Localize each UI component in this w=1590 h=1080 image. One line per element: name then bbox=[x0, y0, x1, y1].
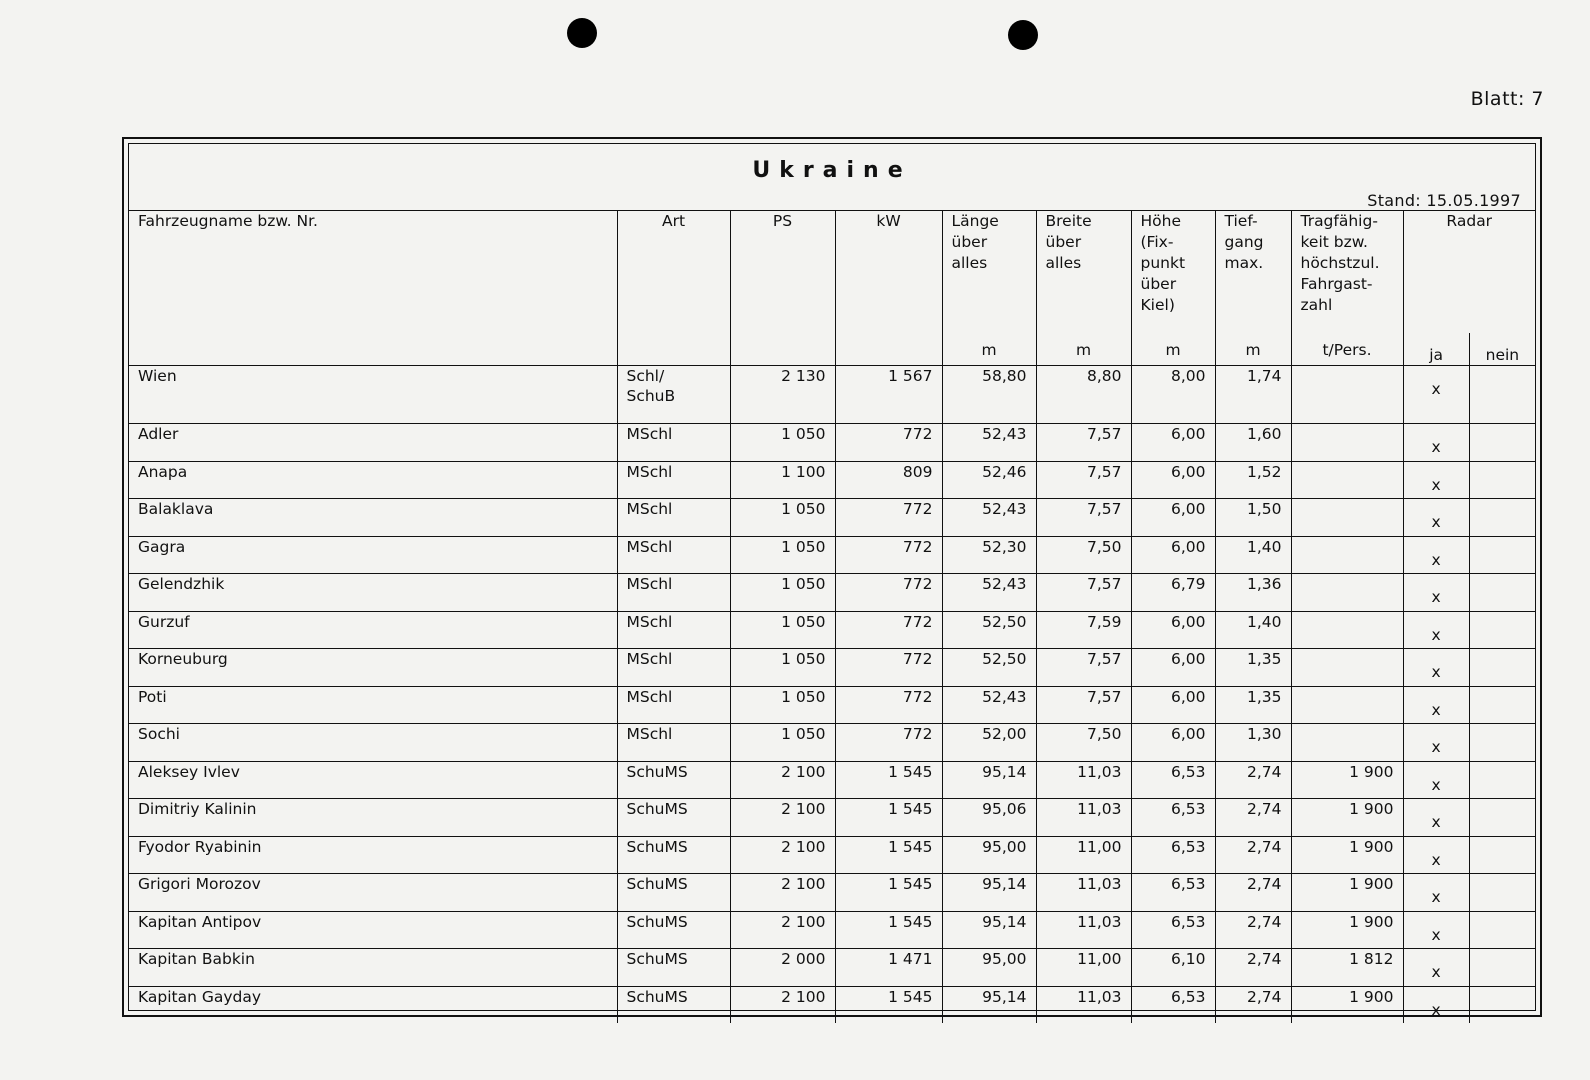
cell-laenge: 52,30 bbox=[942, 536, 1036, 574]
cell-radar-ja: x bbox=[1431, 588, 1441, 606]
cell-art bbox=[617, 986, 730, 1023]
cell-tiefgang: 1,40 bbox=[1215, 611, 1291, 649]
cell-kw: 1 567 bbox=[835, 366, 942, 424]
cell-name: Fyodor Ryabinin bbox=[129, 836, 617, 874]
vessel-table bbox=[129, 210, 1535, 1023]
cell-hoehe: 6,53 bbox=[1131, 761, 1215, 799]
cell-laenge: 95,00 bbox=[942, 836, 1036, 874]
cell-art bbox=[617, 499, 730, 537]
cell-ps: 2 100 bbox=[730, 761, 835, 799]
table-row bbox=[129, 724, 1535, 762]
cell-radar-nein bbox=[1469, 724, 1535, 761]
cell-name: Wien bbox=[129, 366, 617, 424]
cell-breite: 7,57 bbox=[1036, 574, 1131, 612]
cell-tiefgang: 1,35 bbox=[1215, 649, 1291, 687]
cell-tiefgang: 1,40 bbox=[1215, 536, 1291, 574]
cell-radar bbox=[1403, 986, 1535, 1023]
cell-ps: 1 050 bbox=[730, 611, 835, 649]
radar-label: Radar bbox=[1446, 212, 1493, 230]
cell-art bbox=[617, 536, 730, 574]
cell-art-line: MSchl bbox=[626, 462, 673, 481]
cell-tiefgang: 2,74 bbox=[1215, 874, 1291, 912]
unit-tiefgang: m bbox=[1245, 341, 1261, 359]
cell-art bbox=[617, 424, 730, 462]
table-row bbox=[129, 761, 1535, 799]
header-row bbox=[129, 211, 1535, 366]
cell-art-line: MSchl bbox=[626, 537, 673, 556]
cell-breite: 7,50 bbox=[1036, 724, 1131, 762]
cell-ps: 1 050 bbox=[730, 649, 835, 687]
cell-ps: 2 100 bbox=[730, 836, 835, 874]
header-line: max. bbox=[1224, 254, 1264, 272]
cell-tragfaehigkeit bbox=[1291, 686, 1403, 724]
cell-art-line: MSchl bbox=[626, 687, 673, 706]
header-line: punkt bbox=[1140, 254, 1186, 272]
radar-ja-label: ja bbox=[1429, 346, 1444, 364]
cell-art bbox=[617, 611, 730, 649]
col-header-art: Art bbox=[617, 211, 730, 366]
cell-kw: 772 bbox=[835, 724, 942, 762]
header-line: (Fix- bbox=[1140, 233, 1174, 251]
cell-radar bbox=[1403, 949, 1535, 987]
cell-radar bbox=[1403, 366, 1535, 424]
cell-tragfaehigkeit bbox=[1291, 499, 1403, 537]
cell-hoehe: 6,00 bbox=[1131, 724, 1215, 762]
cell-kw: 772 bbox=[835, 499, 942, 537]
table-row bbox=[129, 686, 1535, 724]
cell-art bbox=[617, 836, 730, 874]
cell-ps: 1 050 bbox=[730, 536, 835, 574]
cell-radar bbox=[1403, 461, 1535, 499]
cell-ps: 2 100 bbox=[730, 799, 835, 837]
cell-art-line: MSchl bbox=[626, 425, 673, 443]
header-line: Fahrgast- bbox=[1300, 275, 1373, 293]
cell-radar bbox=[1403, 836, 1535, 874]
cell-art-line: SchuMS bbox=[626, 950, 688, 968]
cell-name: Kapitan Antipov bbox=[129, 911, 617, 949]
cell-hoehe: 6,53 bbox=[1131, 911, 1215, 949]
cell-kw: 809 bbox=[835, 461, 942, 499]
cell-hoehe: 6,53 bbox=[1131, 986, 1215, 1023]
cell-kw: 772 bbox=[835, 611, 942, 649]
cell-kw: 772 bbox=[835, 649, 942, 687]
stand-date: Stand: 15.05.1997 bbox=[1367, 191, 1521, 210]
cell-kw: 772 bbox=[835, 424, 942, 462]
table-row bbox=[129, 366, 1535, 424]
cell-hoehe: 6,53 bbox=[1131, 836, 1215, 874]
cell-tragfaehigkeit bbox=[1291, 461, 1403, 499]
cell-name: Kapitan Babkin bbox=[129, 949, 617, 987]
cell-tragfaehigkeit bbox=[1291, 611, 1403, 649]
cell-art bbox=[617, 574, 730, 612]
cell-tragfaehigkeit: 1 900 bbox=[1291, 761, 1403, 799]
cell-radar-nein bbox=[1469, 612, 1535, 649]
cell-laenge: 52,43 bbox=[942, 574, 1036, 612]
punch-hole-left bbox=[567, 18, 597, 48]
cell-radar-nein bbox=[1469, 949, 1535, 986]
page-title: Ukraine bbox=[752, 158, 912, 183]
cell-laenge: 95,14 bbox=[942, 911, 1036, 949]
cell-tragfaehigkeit: 1 900 bbox=[1291, 911, 1403, 949]
cell-tragfaehigkeit bbox=[1291, 536, 1403, 574]
cell-radar-nein bbox=[1469, 462, 1535, 499]
cell-ps: 2 100 bbox=[730, 986, 835, 1023]
cell-art-line: MSchl bbox=[626, 500, 673, 518]
cell-hoehe: 6,53 bbox=[1131, 874, 1215, 912]
table-row bbox=[129, 611, 1535, 649]
cell-tragfaehigkeit: 1 812 bbox=[1291, 949, 1403, 987]
cell-kw: 1 545 bbox=[835, 874, 942, 912]
cell-radar-ja: x bbox=[1431, 380, 1441, 398]
cell-radar-nein bbox=[1469, 537, 1535, 574]
header-line: über bbox=[951, 233, 988, 251]
header-line: gang bbox=[1224, 233, 1264, 251]
cell-radar-nein bbox=[1469, 499, 1535, 536]
table-frame bbox=[122, 137, 1542, 1017]
cell-radar-ja: x bbox=[1431, 700, 1441, 719]
table-row bbox=[129, 649, 1535, 687]
cell-art bbox=[617, 649, 730, 687]
cell-hoehe: 6,79 bbox=[1131, 574, 1215, 612]
cell-art bbox=[617, 949, 730, 987]
col-header-tragfaehigkeit bbox=[1291, 211, 1403, 366]
cell-radar-ja: x bbox=[1431, 775, 1441, 794]
cell-art-line: SchuMS bbox=[626, 800, 688, 818]
table-row bbox=[129, 986, 1535, 1023]
cell-name: Gurzuf bbox=[129, 611, 617, 649]
cell-laenge: 52,43 bbox=[942, 424, 1036, 462]
cell-tragfaehigkeit: 1 900 bbox=[1291, 874, 1403, 912]
cell-kw: 1 545 bbox=[835, 799, 942, 837]
cell-tragfaehigkeit bbox=[1291, 574, 1403, 612]
cell-breite: 11,03 bbox=[1036, 799, 1131, 837]
table-row bbox=[129, 799, 1535, 837]
cell-tragfaehigkeit bbox=[1291, 424, 1403, 462]
table-row bbox=[129, 836, 1535, 874]
cell-tiefgang: 1,52 bbox=[1215, 461, 1291, 499]
cell-hoehe: 6,53 bbox=[1131, 799, 1215, 837]
cell-art-line: MSchl bbox=[626, 612, 673, 631]
header-line: alles bbox=[951, 254, 988, 272]
col-header-name: Fahrzeugname bzw. Nr. bbox=[129, 211, 617, 366]
header-line: Länge bbox=[951, 212, 999, 230]
header-line: Höhe bbox=[1140, 212, 1181, 230]
cell-art bbox=[617, 761, 730, 799]
cell-ps: 1 050 bbox=[730, 499, 835, 537]
col-header-hoehe bbox=[1131, 211, 1215, 366]
cell-breite: 7,57 bbox=[1036, 686, 1131, 724]
cell-art bbox=[617, 911, 730, 949]
unit-breite: m bbox=[1075, 341, 1092, 359]
cell-breite: 11,00 bbox=[1036, 836, 1131, 874]
table-row bbox=[129, 911, 1535, 949]
cell-radar-ja: x bbox=[1431, 738, 1441, 756]
cell-radar-ja: x bbox=[1431, 438, 1441, 456]
table-row bbox=[129, 461, 1535, 499]
cell-radar-nein bbox=[1469, 366, 1535, 423]
cell-radar-nein bbox=[1469, 649, 1535, 686]
cell-art-line: SchuMS bbox=[626, 762, 688, 781]
unit-laenge: m bbox=[981, 341, 997, 359]
cell-radar bbox=[1403, 761, 1535, 799]
cell-name: Sochi bbox=[129, 724, 617, 762]
cell-laenge: 52,43 bbox=[942, 686, 1036, 724]
cell-radar-ja: x bbox=[1431, 513, 1441, 531]
cell-name: Gelendzhik bbox=[129, 574, 617, 612]
cell-art-line: MSchl bbox=[626, 725, 673, 743]
cell-art-line: SchuMS bbox=[626, 837, 688, 856]
cell-art bbox=[617, 366, 730, 424]
cell-laenge: 52,00 bbox=[942, 724, 1036, 762]
cell-breite: 7,57 bbox=[1036, 499, 1131, 537]
cell-name: Adler bbox=[129, 424, 617, 462]
cell-art-line: SchuMS bbox=[626, 912, 688, 931]
cell-radar bbox=[1403, 911, 1535, 949]
col-header-breite bbox=[1036, 211, 1131, 366]
col-header-ps: PS bbox=[730, 211, 835, 366]
cell-art-line: Schl/ bbox=[626, 367, 665, 385]
col-header-tiefgang bbox=[1215, 211, 1291, 366]
cell-radar-ja: x bbox=[1431, 1000, 1441, 1019]
cell-breite: 11,03 bbox=[1036, 986, 1131, 1023]
cell-radar bbox=[1403, 424, 1535, 462]
cell-tiefgang: 2,74 bbox=[1215, 986, 1291, 1023]
cell-kw: 1 545 bbox=[835, 986, 942, 1023]
cell-radar-ja: x bbox=[1431, 888, 1441, 906]
cell-hoehe: 6,00 bbox=[1131, 611, 1215, 649]
sheet-number: Blatt: 7 bbox=[1470, 88, 1544, 110]
table-row bbox=[129, 874, 1535, 912]
cell-kw: 772 bbox=[835, 686, 942, 724]
cell-tiefgang: 2,74 bbox=[1215, 761, 1291, 799]
table-inner-frame bbox=[128, 143, 1536, 1019]
table-row bbox=[129, 949, 1535, 987]
table-row bbox=[129, 499, 1535, 537]
cell-art bbox=[617, 874, 730, 912]
cell-name: Balaklava bbox=[129, 499, 617, 537]
cell-breite: 7,57 bbox=[1036, 649, 1131, 687]
cell-breite: 11,03 bbox=[1036, 911, 1131, 949]
cell-breite: 7,50 bbox=[1036, 536, 1131, 574]
cell-kw: 1 545 bbox=[835, 911, 942, 949]
cell-name: Kapitan Gayday bbox=[129, 986, 617, 1023]
cell-breite: 11,03 bbox=[1036, 761, 1131, 799]
header-line: keit bzw. bbox=[1300, 233, 1368, 251]
cell-radar-ja: x bbox=[1431, 663, 1441, 681]
unit-tragfaehigkeit: t/Pers. bbox=[1322, 341, 1372, 359]
cell-radar-ja: x bbox=[1431, 625, 1441, 644]
cell-kw: 1 545 bbox=[835, 761, 942, 799]
cell-ps: 1 050 bbox=[730, 686, 835, 724]
cell-hoehe: 8,00 bbox=[1131, 366, 1215, 424]
cell-name: Aleksey Ivlev bbox=[129, 761, 617, 799]
cell-ps: 2 000 bbox=[730, 949, 835, 987]
cell-laenge: 95,14 bbox=[942, 986, 1036, 1023]
cell-ps: 1 050 bbox=[730, 424, 835, 462]
cell-laenge: 95,00 bbox=[942, 949, 1036, 987]
cell-tragfaehigkeit bbox=[1291, 724, 1403, 762]
cell-radar-ja: x bbox=[1431, 475, 1441, 494]
cell-breite: 8,80 bbox=[1036, 366, 1131, 424]
header-line: Tief- bbox=[1224, 212, 1258, 230]
cell-radar-nein bbox=[1469, 874, 1535, 911]
cell-radar bbox=[1403, 536, 1535, 574]
cell-breite: 11,03 bbox=[1036, 874, 1131, 912]
cell-radar-nein bbox=[1469, 837, 1535, 874]
cell-tiefgang: 1,35 bbox=[1215, 686, 1291, 724]
unit-hoehe: m bbox=[1165, 341, 1181, 359]
cell-art bbox=[617, 799, 730, 837]
radar-subheader bbox=[1404, 333, 1536, 365]
cell-art-line: SchuB bbox=[626, 387, 676, 405]
cell-radar bbox=[1403, 574, 1535, 612]
cell-radar-nein bbox=[1469, 424, 1535, 461]
header-line: Kiel) bbox=[1140, 296, 1175, 314]
cell-breite: 7,57 bbox=[1036, 461, 1131, 499]
cell-hoehe: 6,00 bbox=[1131, 499, 1215, 537]
cell-hoehe: 6,00 bbox=[1131, 649, 1215, 687]
cell-radar bbox=[1403, 799, 1535, 837]
cell-art-line: MSchl bbox=[626, 575, 673, 593]
cell-name: Korneuburg bbox=[129, 649, 617, 687]
cell-laenge: 52,46 bbox=[942, 461, 1036, 499]
radar-nein-label: nein bbox=[1469, 333, 1535, 365]
cell-radar-nein bbox=[1469, 762, 1535, 799]
cell-breite: 7,59 bbox=[1036, 611, 1131, 649]
cell-kw: 1 545 bbox=[835, 836, 942, 874]
table-row bbox=[129, 574, 1535, 612]
cell-tragfaehigkeit: 1 900 bbox=[1291, 986, 1403, 1023]
cell-kw: 772 bbox=[835, 574, 942, 612]
cell-hoehe: 6,00 bbox=[1131, 536, 1215, 574]
cell-tragfaehigkeit: 1 900 bbox=[1291, 836, 1403, 874]
cell-art bbox=[617, 461, 730, 499]
header-line: zahl bbox=[1300, 296, 1333, 314]
cell-laenge: 52,50 bbox=[942, 611, 1036, 649]
header-line: höchstzul. bbox=[1300, 254, 1380, 272]
cell-radar bbox=[1403, 649, 1535, 687]
cell-art bbox=[617, 724, 730, 762]
cell-radar-nein bbox=[1469, 687, 1535, 724]
cell-hoehe: 6,00 bbox=[1131, 461, 1215, 499]
cell-name: Grigori Morozov bbox=[129, 874, 617, 912]
cell-breite: 11,00 bbox=[1036, 949, 1131, 987]
cell-tiefgang: 2,74 bbox=[1215, 799, 1291, 837]
header-line: über bbox=[1045, 233, 1082, 251]
header-line: Tragfähig- bbox=[1300, 212, 1378, 230]
cell-radar-ja: x bbox=[1431, 813, 1441, 831]
cell-laenge: 52,50 bbox=[942, 649, 1036, 687]
cell-radar-ja: x bbox=[1431, 963, 1441, 981]
cell-ps: 1 050 bbox=[730, 724, 835, 762]
cell-ps: 2 100 bbox=[730, 874, 835, 912]
cell-ps: 1 050 bbox=[730, 574, 835, 612]
cell-ps: 1 100 bbox=[730, 461, 835, 499]
cell-name: Poti bbox=[129, 686, 617, 724]
cell-radar bbox=[1403, 611, 1535, 649]
header-line: über bbox=[1140, 275, 1177, 293]
cell-radar bbox=[1403, 724, 1535, 762]
cell-tragfaehigkeit: 1 900 bbox=[1291, 799, 1403, 837]
cell-name: Dimitriy Kalinin bbox=[129, 799, 617, 837]
cell-tiefgang: 2,74 bbox=[1215, 949, 1291, 987]
cell-radar-nein bbox=[1469, 987, 1535, 1024]
cell-radar bbox=[1403, 686, 1535, 724]
cell-name: Anapa bbox=[129, 461, 617, 499]
cell-kw: 1 471 bbox=[835, 949, 942, 987]
col-header-laenge bbox=[942, 211, 1036, 366]
cell-radar bbox=[1403, 499, 1535, 537]
punch-hole-right bbox=[1008, 20, 1038, 50]
cell-ps: 2 130 bbox=[730, 366, 835, 424]
col-header-kw: kW bbox=[835, 211, 942, 366]
cell-tiefgang: 1,60 bbox=[1215, 424, 1291, 462]
cell-laenge: 95,14 bbox=[942, 874, 1036, 912]
cell-radar bbox=[1403, 874, 1535, 912]
cell-tiefgang: 2,74 bbox=[1215, 911, 1291, 949]
cell-radar-nein bbox=[1469, 912, 1535, 949]
cell-tiefgang: 1,74 bbox=[1215, 366, 1291, 424]
table-row bbox=[129, 424, 1535, 462]
cell-tiefgang: 1,30 bbox=[1215, 724, 1291, 762]
cell-hoehe: 6,00 bbox=[1131, 686, 1215, 724]
cell-laenge: 95,06 bbox=[942, 799, 1036, 837]
header-line: Breite bbox=[1045, 212, 1092, 230]
cell-radar-nein bbox=[1469, 799, 1535, 836]
col-header-radar bbox=[1403, 211, 1535, 366]
cell-art-line: MSchl bbox=[626, 650, 673, 668]
cell-laenge: 95,14 bbox=[942, 761, 1036, 799]
cell-name: Gagra bbox=[129, 536, 617, 574]
cell-tragfaehigkeit bbox=[1291, 366, 1403, 424]
cell-radar-ja: x bbox=[1431, 850, 1441, 869]
cell-art bbox=[617, 686, 730, 724]
cell-kw: 772 bbox=[835, 536, 942, 574]
cell-hoehe: 6,00 bbox=[1131, 424, 1215, 462]
cell-ps: 2 100 bbox=[730, 911, 835, 949]
cell-art-line: SchuMS bbox=[626, 875, 688, 893]
cell-radar-ja: x bbox=[1431, 550, 1441, 569]
header-line: alles bbox=[1045, 254, 1082, 272]
cell-tiefgang: 2,74 bbox=[1215, 836, 1291, 874]
cell-art-line: SchuMS bbox=[626, 987, 688, 1006]
cell-tragfaehigkeit bbox=[1291, 649, 1403, 687]
cell-hoehe: 6,10 bbox=[1131, 949, 1215, 987]
cell-laenge: 58,80 bbox=[942, 366, 1036, 424]
cell-laenge: 52,43 bbox=[942, 499, 1036, 537]
cell-tiefgang: 1,36 bbox=[1215, 574, 1291, 612]
cell-breite: 7,57 bbox=[1036, 424, 1131, 462]
cell-tiefgang: 1,50 bbox=[1215, 499, 1291, 537]
table-row bbox=[129, 536, 1535, 574]
cell-radar-nein bbox=[1469, 574, 1535, 611]
cell-radar-ja: x bbox=[1431, 925, 1441, 944]
